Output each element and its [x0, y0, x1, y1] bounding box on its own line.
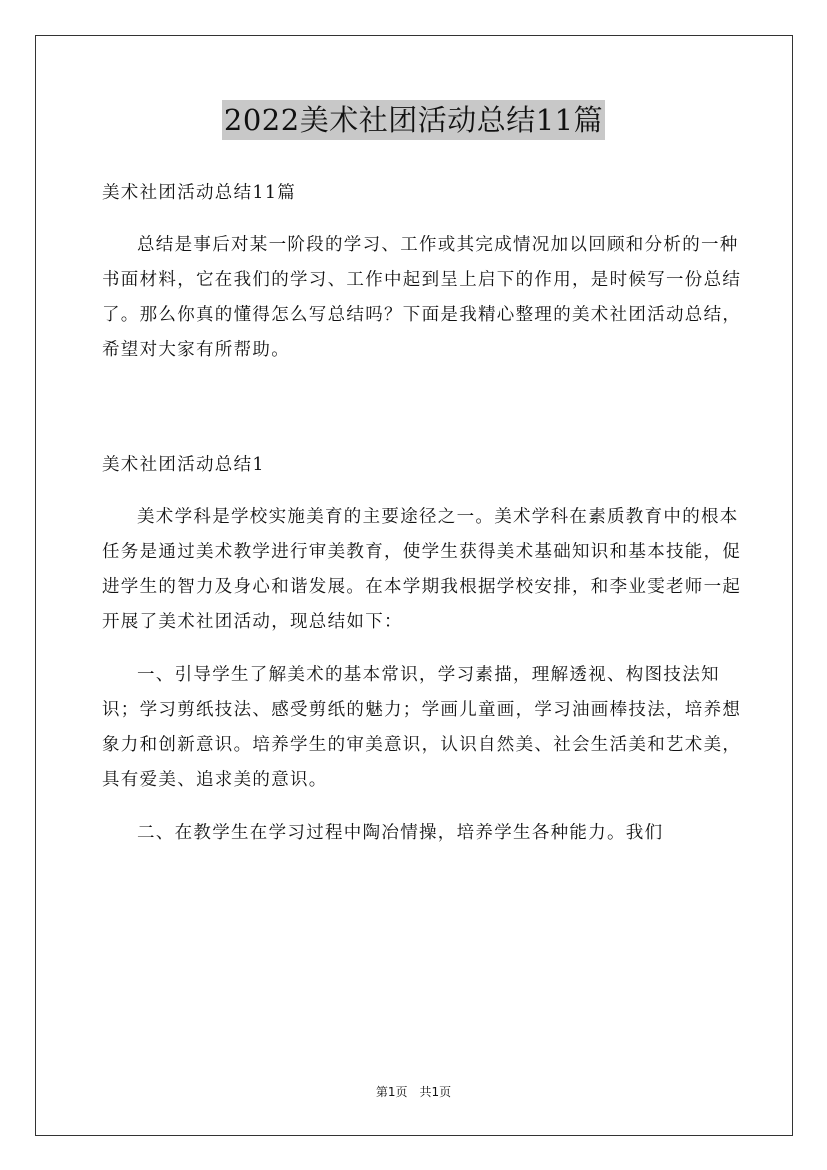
- page-number: 第1页 共1页: [375, 1085, 452, 1099]
- body-paragraph-1: 美术学科是学校实施美育的主要途径之一。美术学科在素质教育中的根本任务是通过美术教学进行审美教育，使学生获得美术基础知识和基本技能，促进学生的智力及身心和谐发展。在本学期我根据学校安排，和李业雯老师一起开展了美术社团活动，现总结如下：: [102, 507, 742, 632]
- section-heading: 美术社团活动总结1: [102, 455, 265, 475]
- body-paragraph-2: 一、引导学生了解美术的基本常识，学习素描，理解透视、构图技法知识；学习剪纸技法、感受剪纸的魅力；学画儿童画，学习油画棒技法，培养想象力和创新意识。培养学生的审美意识，认识自然美、社会生活美和艺术美，具有爱美、追求美的意识。: [102, 665, 742, 790]
- document-body: [102, 176, 742, 869]
- title-container: [0, 100, 827, 140]
- intro-paragraph: 总结是事后对某一阶段的学习、工作或其完成情况加以回顾和分析的一种书面材料，它在我们的学习、工作中起到呈上启下的作用，是时候写一份总结了。那么你真的懂得怎么写总结吗？下面是我精心整理的美术社团活动总结，希望对大家有所帮助。: [102, 235, 742, 360]
- document-subtitle: 美术社团活动总结11篇: [102, 183, 297, 203]
- body-paragraph-3: 二、在教学生在学习过程中陶冶情操，培养学生各种能力。我们: [137, 823, 664, 843]
- page-footer: [0, 1084, 827, 1100]
- document-title: 2022美术社团活动总结11篇: [222, 100, 605, 140]
